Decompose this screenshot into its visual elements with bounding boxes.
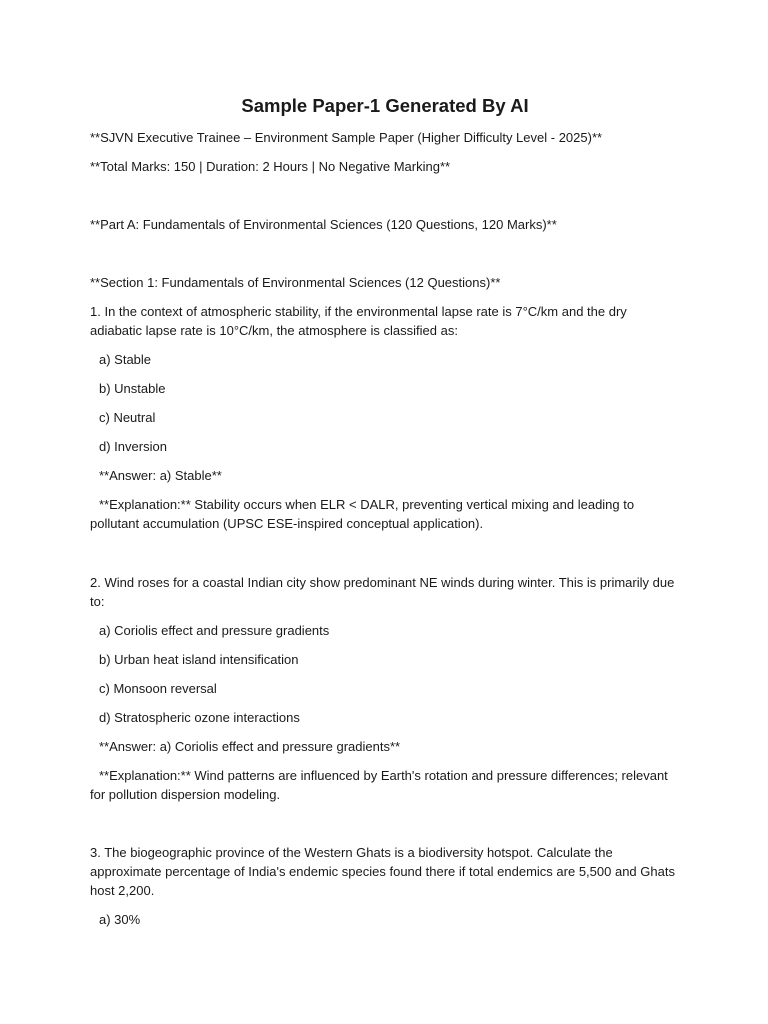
question-text: 2. Wind roses for a coastal Indian city show predominant NE winds during winter. This is primarily due to:	[90, 575, 675, 609]
page-title: Sample Paper-1 Generated By AI	[241, 95, 529, 116]
section-heading: **Section 1: Fundamentals of Environmental Sciences (12 Questions)**	[90, 275, 501, 290]
option-a: a) 30%	[99, 912, 141, 927]
question-2	[90, 573, 680, 804]
document-page	[90, 95, 680, 929]
option-c: c) Neutral	[99, 410, 156, 425]
question-3	[90, 843, 680, 929]
question-text: 3. The biogeographic province of the Western Ghats is a biodiversity hotspot. Calculate the approximate percentage of India's endemic species found there if total endemics are 5,500 and Ghats host 2,200.	[90, 845, 675, 898]
option-c: c) Monsoon reversal	[99, 681, 217, 696]
marks-line: **Total Marks: 150 | Duration: 2 Hours | No Negative Marking**	[90, 159, 451, 174]
option-a: a) Stable	[99, 352, 152, 367]
question-text: 1. In the context of atmospheric stability, if the environmental lapse rate is 7°C/km and the dry adiabatic lapse rate is 10°C/km, the atmosphere is classified as:	[90, 304, 627, 338]
question-1	[90, 302, 680, 533]
explanation-line: **Explanation:** Stability occurs when ELR < DALR, preventing vertical mixing and leading to pollutant accumulation (UPSC ESE-inspired conceptual application).	[90, 497, 635, 531]
option-d: d) Stratospheric ozone interactions	[99, 710, 300, 725]
part-a-heading: **Part A: Fundamentals of Environmental Sciences (120 Questions, 120 Marks)**	[90, 217, 557, 232]
answer-line: **Answer: a) Coriolis effect and pressure gradients**	[99, 739, 401, 754]
option-b: b) Urban heat island intensification	[99, 652, 299, 667]
explanation-line: **Explanation:** Wind patterns are influenced by Earth's rotation and pressure differences; relevant for pollution dispersion modeling.	[90, 768, 668, 802]
paper-subtitle: **SJVN Executive Trainee – Environment Sample Paper (Higher Difficulty Level - 2025)**	[90, 130, 603, 145]
option-b: b) Unstable	[99, 381, 166, 396]
answer-line: **Answer: a) Stable**	[99, 468, 222, 483]
option-a: a) Coriolis effect and pressure gradients	[99, 623, 330, 638]
option-d: d) Inversion	[99, 439, 167, 454]
